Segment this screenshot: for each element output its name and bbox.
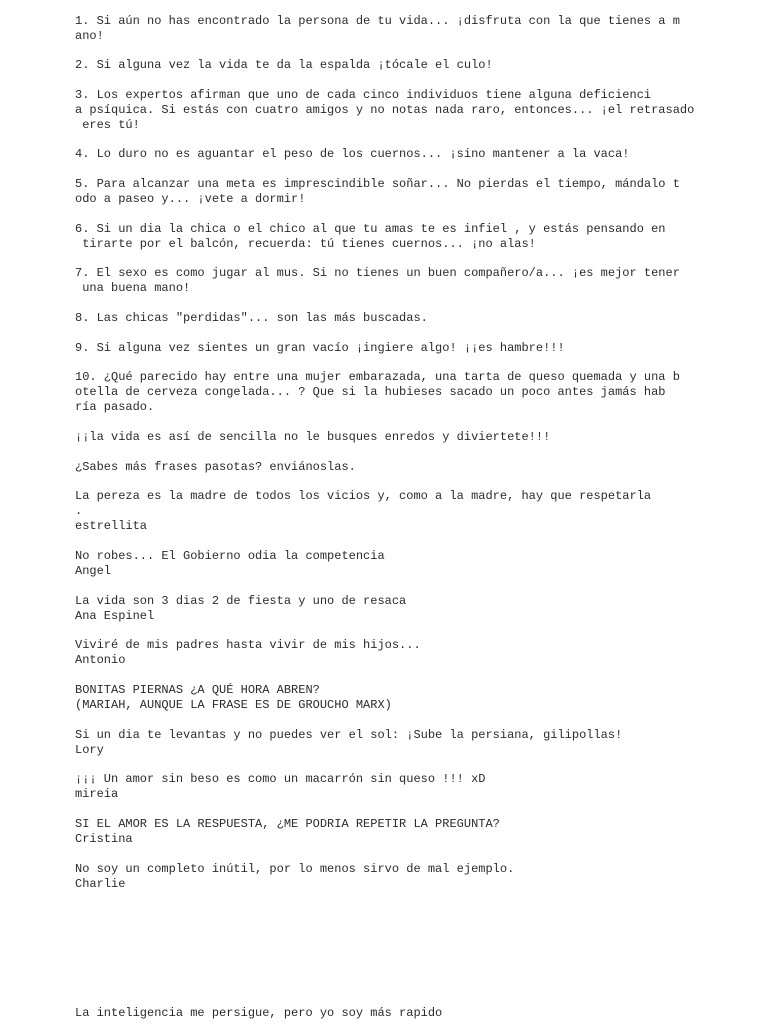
text-line: odo a paseo y... ¡vete a dormir! [75, 192, 306, 206]
text-line: La pereza es la madre de todos los vicios y, como a la madre, hay que respetarla [75, 489, 652, 503]
text-line: 1. Si aún no has encontrado la persona de tu vida... ¡disfruta con la que tienes a m [75, 14, 680, 28]
author-name: Ana Espinel [75, 609, 155, 623]
text-line: No robes... El Gobierno odia la competencia [75, 549, 385, 563]
text-line: . [75, 504, 83, 518]
text-line: 7. El sexo es como jugar al mus. Si no tienes un buen compañero/a... ¡es mejor tener [75, 266, 680, 280]
text-line: La inteligencia me persigue, pero yo soy más rapido [75, 1006, 443, 1020]
text-line: La vida son 3 dias 2 de fiesta y uno de resaca [75, 594, 407, 608]
text-line: otella de cerveza congelada... ? Que si la hubieses sacado un poco antes jamás hab [75, 385, 666, 399]
text-line: 3. Los expertos afirman que uno de cada cinco individuos tiene alguna deficienci [75, 88, 652, 102]
text-line: No soy un completo inútil, por lo menos sirvo de mal ejemplo. [75, 862, 515, 876]
text-line: 5. Para alcanzar una meta es imprescindible soñar... No pierdas el tiempo, mándalo t [75, 177, 680, 191]
text-line: a psíquica. Si estás con cuatro amigos y no notas nada raro, entonces... ¡el retrasado [75, 103, 695, 117]
text-line: BONITAS PIERNAS ¿A QUÉ HORA ABREN? [75, 683, 320, 697]
author-name: (MARIAH, AUNQUE LA FRASE ES DE GROUCHO MARX) [75, 698, 392, 712]
text-line: 2. Si alguna vez la vida te da la espalda ¡tócale el culo! [75, 58, 493, 72]
text-line: ano! [75, 29, 104, 43]
text-line: Viviré de mis padres hasta vivir de mis hijos... [75, 638, 421, 652]
author-name: Charlie [75, 877, 126, 891]
text-line: una buena mano! [75, 281, 191, 295]
text-line: 8. Las chicas "perdidas"... son las más buscadas. [75, 311, 428, 325]
text-line: ¡¡¡ Un amor sin beso es como un macarrón sin queso !!! xD [75, 772, 486, 786]
author-name: estrellita [75, 519, 148, 533]
text-line: ría pasado. [75, 400, 155, 414]
author-name: Angel [75, 564, 112, 578]
author-name: Lory [75, 743, 104, 757]
text-line: SI EL AMOR ES LA RESPUESTA, ¿ME PODRIA REPETIR LA PREGUNTA? [75, 817, 500, 831]
text-line: Si un dia te levantas y no puedes ver el sol: ¡Sube la persiana, gilipollas! [75, 728, 623, 742]
text-line: ¿Sabes más frases pasotas? enviánoslas. [75, 460, 356, 474]
author-name: Antonio [75, 653, 126, 667]
author-name: mireia [75, 787, 119, 801]
text-line: 4. Lo duro no es aguantar el peso de los cuernos... ¡sino mantener a la vaca! [75, 147, 630, 161]
text-line: 9. Si alguna vez sientes un gran vacío ¡ingiere algo! ¡¡es hambre!!! [75, 341, 565, 355]
text-line: 10. ¿Qué parecido hay entre una mujer embarazada, una tarta de queso quemada y una b [75, 370, 680, 384]
text-line: eres tú! [75, 118, 140, 132]
text-line: 6. Si un dia la chica o el chico al que tu amas te es infiel , y estás pensando en [75, 222, 666, 236]
text-line: ¡¡la vida es así de sencilla no le busques enredos y diviertete!!! [75, 430, 551, 444]
text-line: tirarte por el balcón, recuerda: tú tienes cuernos... ¡no alas! [75, 237, 536, 251]
author-name: Cristina [75, 832, 133, 846]
